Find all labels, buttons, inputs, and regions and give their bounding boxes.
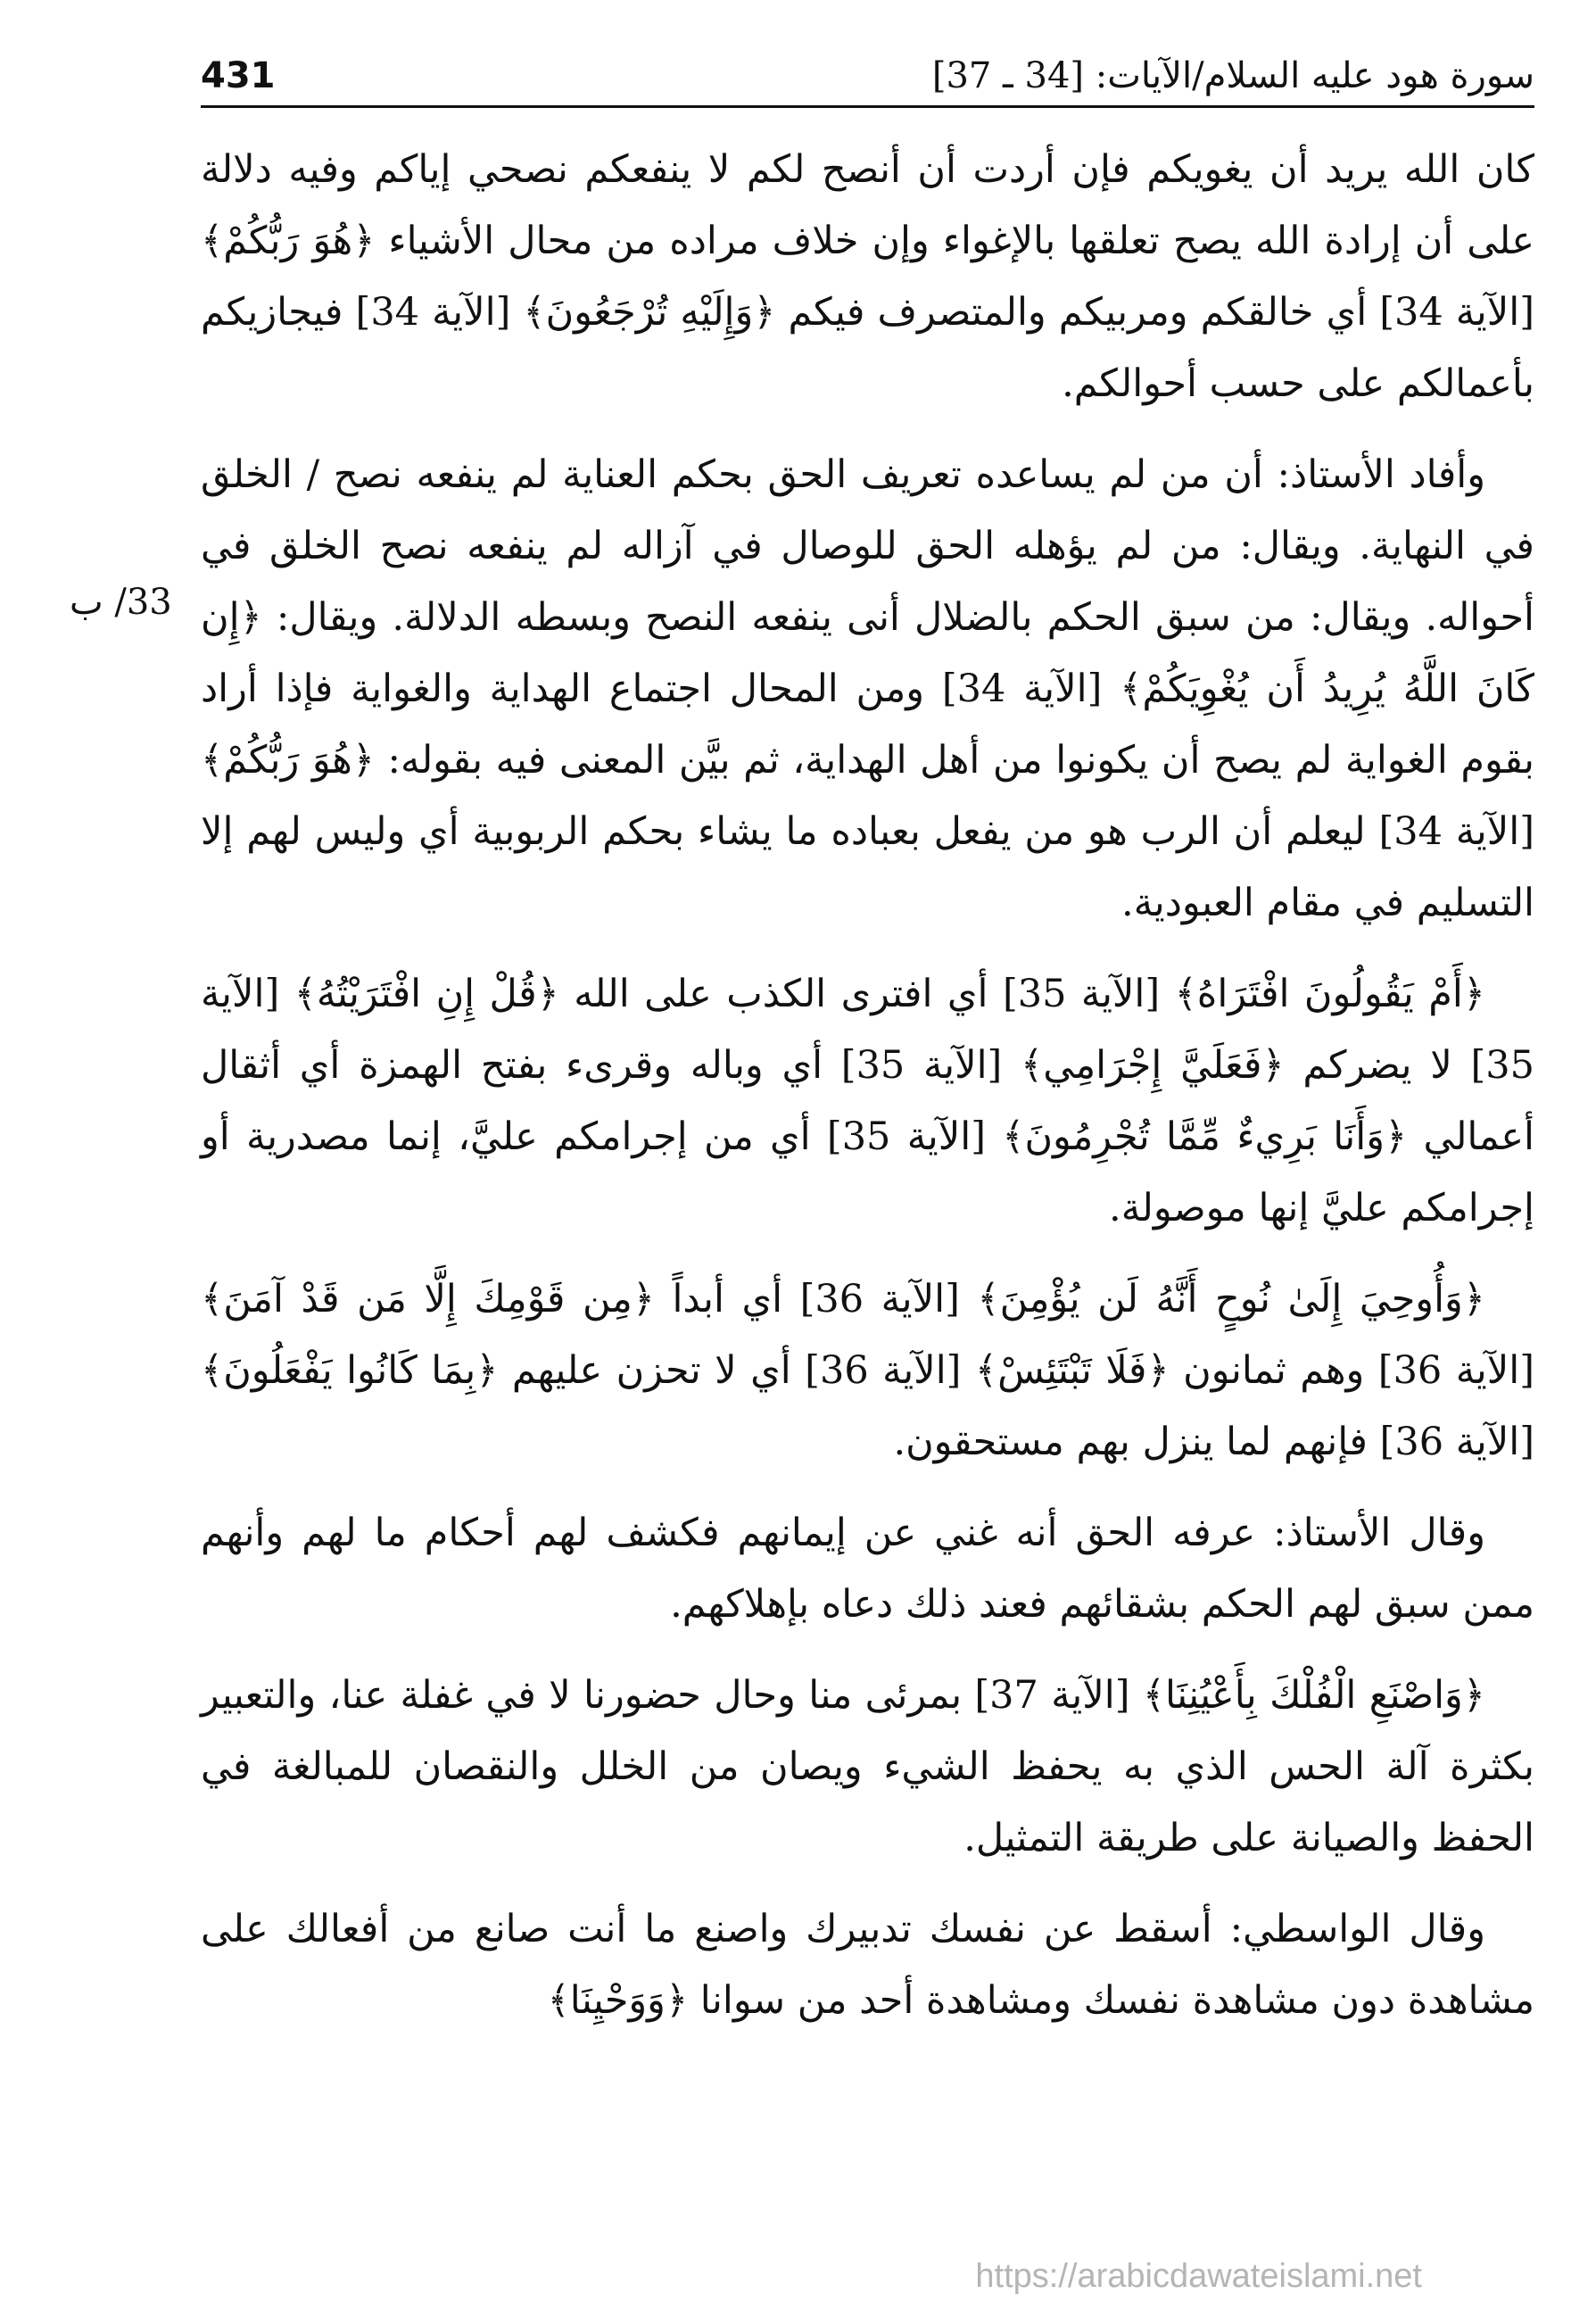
watermark-url: https://arabicdawateislami.net <box>975 2257 1422 2295</box>
paragraph-1: كان الله يريد أن يغويكم فإن أردت أن أنصح لكم لا ينفعكم نصحي إياكم وفيه دلالة على أن إرادة الله يصح تعلقها بالإغواء وإن خلاف مراده من محال الأشياء ﴿هُوَ رَبُّكُمْ﴾ [الآية 34] أي خالقكم ومربيكم والمتصرف فيكم ﴿وَإِلَيْهِ تُرْجَعُونَ﴾ [الآية 34] فيجازيكم بأعمالكم على حسب أحوالكم. <box>201 147 1534 406</box>
page-header <box>201 54 1534 98</box>
paragraph-5: وقال الأستاذ: عرفه الحق أنه غني عن إيمانهم فكشف لهم أحكام ما لهم وأنهم ممن سبق لهم الحكم بشقائهم فعند ذلك دعاه بإهلاكهم. <box>201 1511 1534 1627</box>
body-text <box>201 134 1534 2056</box>
paragraph-3: ﴿أَمْ يَقُولُونَ افْتَرَاهُ﴾ [الآية 35] أي افترى الكذب على الله ﴿قُلْ إِنِ افْتَرَيْتُهُ﴾ [الآية 35] لا يضركم ﴿فَعَلَيَّ إِجْرَامِي﴾ [الآية 35] أي وباله وقرىء بفتح الهمزة أي أثقال أعمالي ﴿وَأَنَا بَرِيءٌ مِّمَّا تُجْرِمُونَ﴾ [الآية 35] أي من إجرامكم عليَّ، إنما مصدرية أو إجرامكم عليَّ إنها موصولة. <box>201 972 1534 1230</box>
header-rule <box>201 105 1534 108</box>
margin-note: 33/ ب <box>70 582 172 623</box>
paragraph-7: وقال الواسطي: أسقط عن نفسك تدبيرك واصنع ما أنت صانع من أفعالك على مشاهدة دون مشاهدة نفسك ومشاهدة أحد من سوانا ﴿وَوَحْيِنَا﴾ <box>201 1907 1534 2023</box>
paragraph-6: ﴿وَاصْنَعِ الْفُلْكَ بِأَعْيُنِنَا﴾ [الآية 37] بمرئى منا وحال حضورنا لا في غفلة عنا، والتعبير بكثرة آلة الحس الذي به يحفظ الشيء ويصان من الخلل والنقصان للمبالغة في الحفظ والصيانة على طريقة التمثيل. <box>201 1673 1534 1860</box>
paragraph-2: وأفاد الأستاذ: أن من لم يساعده تعريف الحق بحكم العناية لم ينفعه نصح / الخلق في النهاية. ويقال: من لم يؤهله الحق للوصال في آزاله لم ينفعه نصح الخلق في أحواله. ويقال: من سبق الحكم بالضلال أنى ينفعه النصح وبسطه الدلالة. ويقال: ﴿إِن كَانَ اللَّهُ يُرِيدُ أَن يُغْوِيَكُمْ﴾ [الآية 34] ومن المحال اجتماع الهداية والغواية فإذا أراد بقوم الغواية لم يصح أن يكونوا من أهل الهداية، ثم بيَّن المعنى فيه بقوله: ﴿هُوَ رَبُّكُمْ﴾ [الآية 34] ليعلم أن الرب هو من يفعل بعباده ما يشاء بحكم الربوبية أي وليس لهم إلا التسليم في مقام العبودية. <box>201 452 1535 925</box>
running-head: سورة هود عليه السلام/الآيات: [34 ـ 37] <box>931 55 1534 96</box>
paragraph-4: ﴿وَأُوحِيَ إِلَىٰ نُوحٍ أَنَّهُ لَن يُؤْمِنَ﴾ [الآية 36] أي أبداً ﴿مِن قَوْمِكَ إِلَّا مَن قَدْ آمَنَ﴾ [الآية 36] وهم ثمانون ﴿فَلَا تَبْتَئِسْ﴾ [الآية 36] أي لا تحزن عليهم ﴿بِمَا كَانُوا يَفْعَلُونَ﴾ [الآية 36] فإنهم لما ينزل بهم مستحقون. <box>201 1277 1535 1464</box>
page-number: 431 <box>201 55 276 96</box>
